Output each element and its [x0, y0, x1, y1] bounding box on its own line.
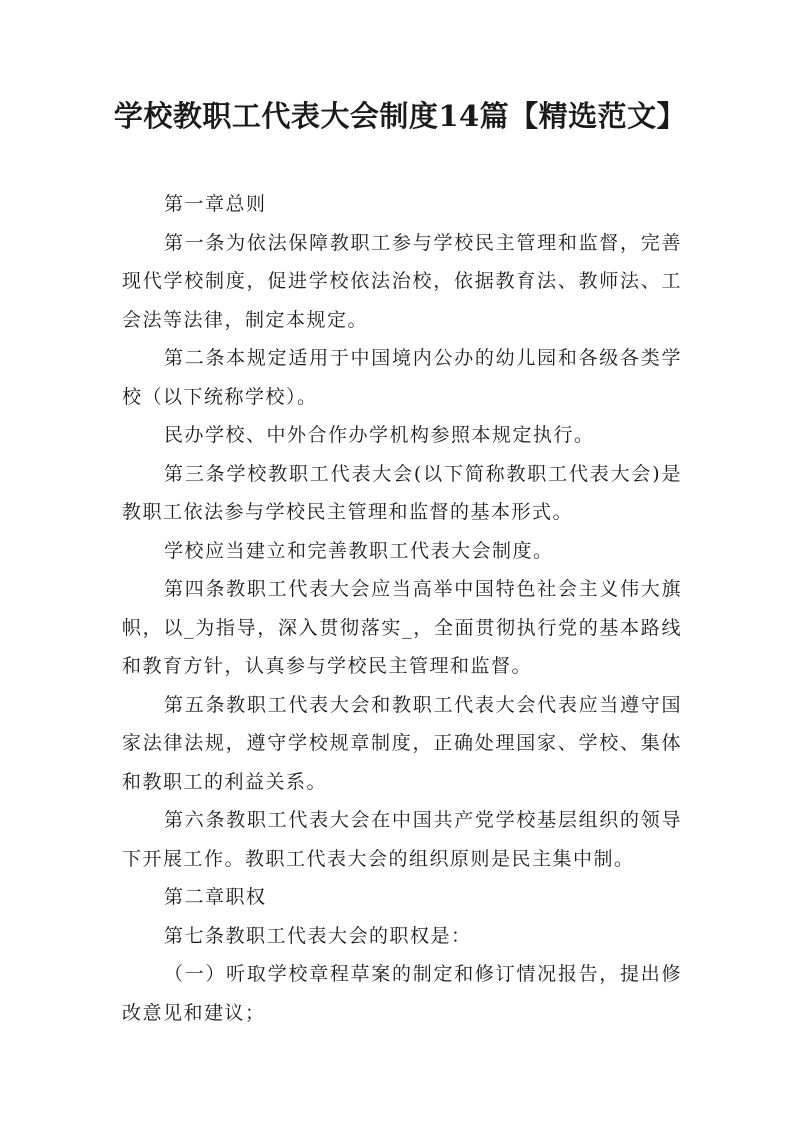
article-paragraph: 第一条为依法保障教职工参与学校民主管理和监督，完善现代学校制度，促进学校依法治校，依据教育法、教师法、工会法等法律，制定本规定。 — [122, 231, 682, 331]
chapter-heading: 第二章职权 — [164, 886, 267, 908]
list-item-paragraph: （一）听取学校章程草案的制定和修订情况报告，提出修改意见和建议； — [122, 963, 682, 1024]
article-paragraph: 第三条学校教职工代表大会(以下简称教职工代表大会)是教职工依法参与学校民主管理和监督的基本形式。 — [122, 462, 682, 523]
article-paragraph: 第七条教职工代表大会的职权是： — [164, 924, 472, 947]
document-body — [122, 185, 682, 1032]
article-paragraph: 第五条教职工代表大会和教职工代表大会代表应当遵守国家法律法规，遵守学校规章制度，正确处理国家、学校、集体和教职工的利益关系。 — [122, 693, 682, 793]
document-title: 学校教职工代表大会制度14篇【精选范文】 — [113, 99, 687, 133]
article-paragraph: 学校应当建立和完善教职工代表大会制度。 — [164, 539, 554, 562]
article-paragraph: 第四条教职工代表大会应当高举中国特色社会主义伟大旗帜，以_为指导，深入贯彻落实_，全面贯彻执行党的基本路线和教育方针，认真参与学校民主管理和监督。 — [122, 578, 682, 677]
article-paragraph: 第六条教职工代表大会在中国共产党学校基层组织的领导下开展工作。教职工代表大会的组织原则是民主集中制。 — [122, 809, 682, 870]
chapter-heading: 第一章总则 — [164, 193, 267, 215]
article-paragraph: 第二条本规定适用于中国境内公办的幼儿园和各级各类学校（以下统称学校）。 — [122, 347, 682, 408]
article-paragraph: 民办学校、中外合作办学机构参照本规定执行。 — [164, 424, 595, 446]
